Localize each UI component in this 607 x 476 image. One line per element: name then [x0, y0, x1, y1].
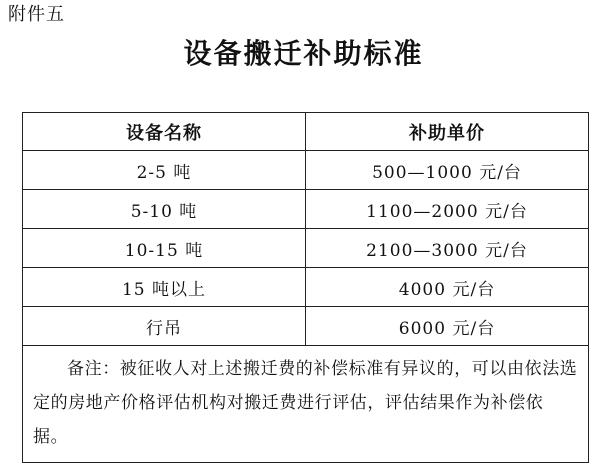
annex-label: 附件五: [8, 4, 65, 25]
subsidy-cell: 4000 元/台: [306, 268, 589, 307]
equipment-cell: 行吊: [23, 307, 306, 346]
subsidy-cell: 2100—3000 元/台: [306, 229, 589, 268]
equipment-cell: 15 吨以上: [23, 268, 306, 307]
subsidy-cell: 1100—2000 元/台: [306, 190, 589, 229]
table-row: [23, 151, 589, 190]
note-row: [23, 346, 589, 463]
equipment-cell: 10-15 吨: [23, 229, 306, 268]
column-header-equipment: 设备名称: [23, 113, 306, 151]
note-cell: [23, 346, 589, 463]
table-row: [23, 268, 589, 307]
note-text: 备注：被征收人对上述搬迁费的补偿标准有异议的，可以由依法选定的房地产价格评估机构对搬迁费进行评估，评估结果作为补偿依据。: [33, 359, 578, 447]
column-header-subsidy: 补助单价: [306, 113, 589, 151]
table-row: [23, 229, 589, 268]
subsidy-cell: 500—1000 元/台: [306, 151, 589, 190]
table-header-row: [23, 113, 589, 151]
page-title: 设备搬迁补助标准: [183, 37, 424, 70]
subsidy-cell: 6000 元/台: [306, 307, 589, 346]
equipment-cell: 2-5 吨: [23, 151, 306, 190]
equipment-cell: 5-10 吨: [23, 190, 306, 229]
subsidy-table: [22, 112, 589, 463]
table-row: [23, 307, 589, 346]
table-row: [23, 190, 589, 229]
